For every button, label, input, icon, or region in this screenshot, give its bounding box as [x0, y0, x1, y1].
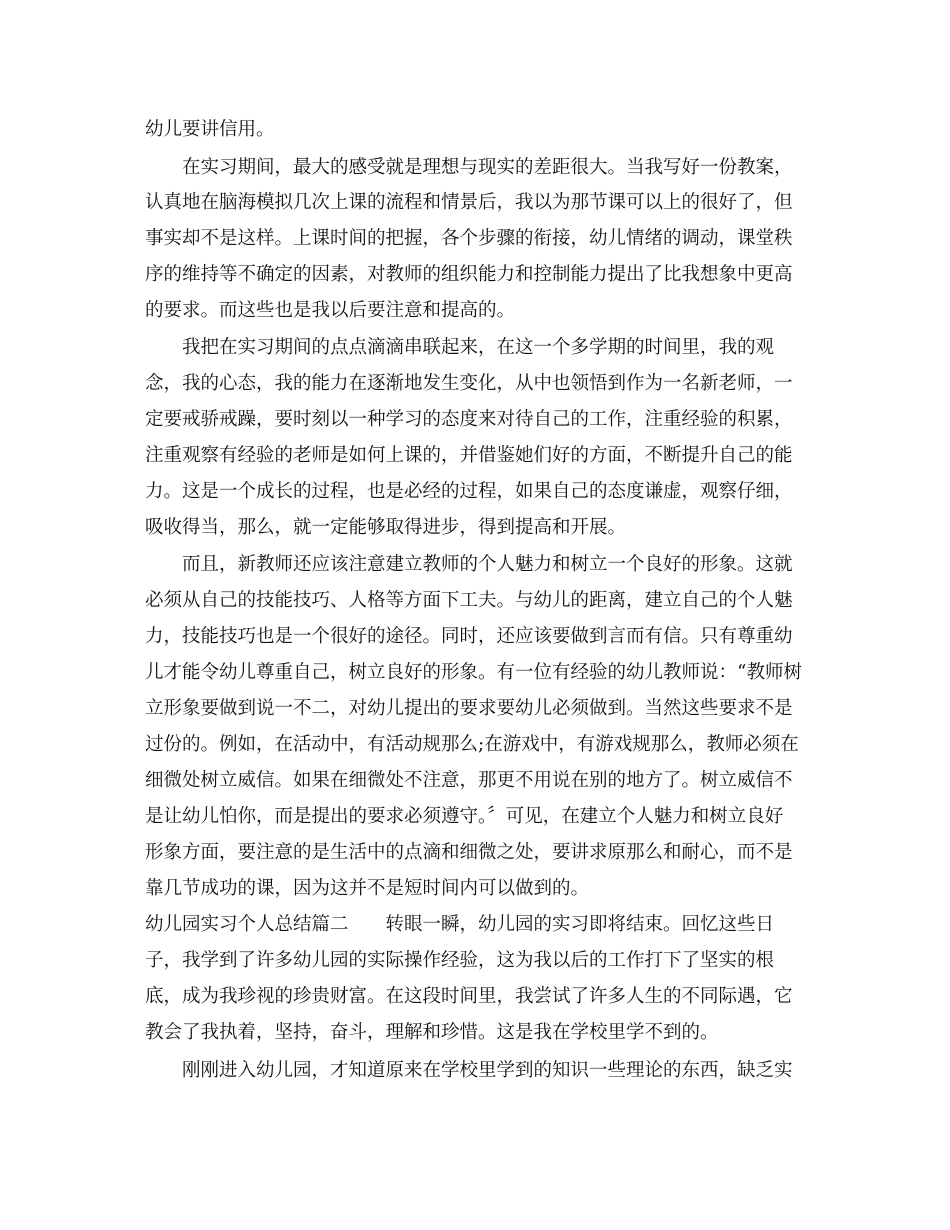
text-line: 底，成为我珍视的珍贵财富。在这段时间里，我尝试了许多人生的不同际遇，它: [145, 986, 793, 1007]
paragraph-start-line: 在实习期间，最大的感受就是理想与现实的差距很大。当我写好一份教案，: [182, 157, 793, 178]
text-line: 必须从自己的技能技巧、人格等方面下工夫。与幼儿的距离，建立自己的个人魅: [145, 590, 793, 611]
text-line: 幼儿要讲信用。: [145, 119, 275, 140]
text-line: 靠几节成功的课，因为这并不是短时间内可以做到的。: [145, 878, 590, 899]
text-line: 定要戒骄戒躁，要时刻以一种学习的态度来对待自己的工作，注重经验的积累，: [145, 409, 793, 430]
text-line: 注重观察有经验的老师是如何上课的，并借鉴她们好的方面，不断提升自己的能: [145, 445, 793, 466]
text-line: 吸收得当，那么，就一定能够取得进步，得到提高和开展。: [145, 517, 627, 538]
text-line: 子，我学到了许多幼儿园的实际操作经验，这为我以后的工作打下了坚实的根: [145, 950, 775, 971]
text-line: 立形象要做到说一不二，对幼儿提出的要求要幼儿必须做到。当然这些要求不是: [145, 698, 793, 719]
text-line: 细微处树立威信。如果在细微处不注意，那更不用说在别的地方了。树立威信不: [145, 770, 793, 791]
text-line: 力。这是一个成长的过程，也是必经的过程，如果自己的态度谦虚，观察仔细，: [145, 481, 793, 502]
text-line: 序的维持等不确定的因素，对教师的组织能力和控制能力提出了比我想象中更高: [145, 264, 793, 285]
paragraph-start-line: 我把在实习期间的点点滴滴串联起来，在这一个多学期的时间里，我的观: [182, 337, 775, 358]
text-line: 儿才能令幼儿尊重自己，树立良好的形象。有一位有经验的幼儿教师说：“教师树: [145, 662, 802, 683]
text-line: 形象方面，要注意的是生活中的点滴和细微之处，要讲求原那么和耐心，而不是: [145, 842, 793, 863]
text-line: 事实却不是这样。上课时间的把握，各个步骤的衔接，幼儿情绪的调动，课堂秩: [145, 228, 793, 249]
paragraph-start-line: 刚刚进入幼儿园，才知道原来在学校里学到的知识一些理论的东西，缺乏实: [182, 1060, 793, 1081]
text-line: 力，技能技巧也是一个很好的途径。同时，还应该要做到言而有信。只有尊重幼: [145, 626, 793, 647]
text-line: 过份的。例如，在活动中，有活动规那么;在游戏中，有游戏规那么，教师必须在: [145, 734, 799, 755]
text-line: 的要求。而这些也是我以后要注意和提高的。: [145, 300, 516, 321]
text-line: 念，我的心态，我的能力在逐渐地发生变化，从中也领悟到作为一名新老师，一: [145, 373, 793, 394]
text-line: 认真地在脑海模拟几次上课的流程和情景后，我以为那节课可以上的很好了，但: [145, 192, 793, 213]
text-line: 教会了我执着，坚持，奋斗，理解和珍惜。这是我在学校里学不到的。: [145, 1022, 719, 1043]
paragraph-start-line: 而且，新教师还应该注意建立教师的个人魅力和树立一个良好的形象。这就: [182, 554, 793, 575]
text-line: 是让幼儿怕你，而是提出的要求必须遵守。〞可见，在建立个人魅力和树立良好: [145, 806, 784, 827]
section-heading-line: 幼儿园实习个人总结篇二 转眼一瞬，幼儿园的实习即将结束。回忆这些日: [145, 914, 775, 935]
